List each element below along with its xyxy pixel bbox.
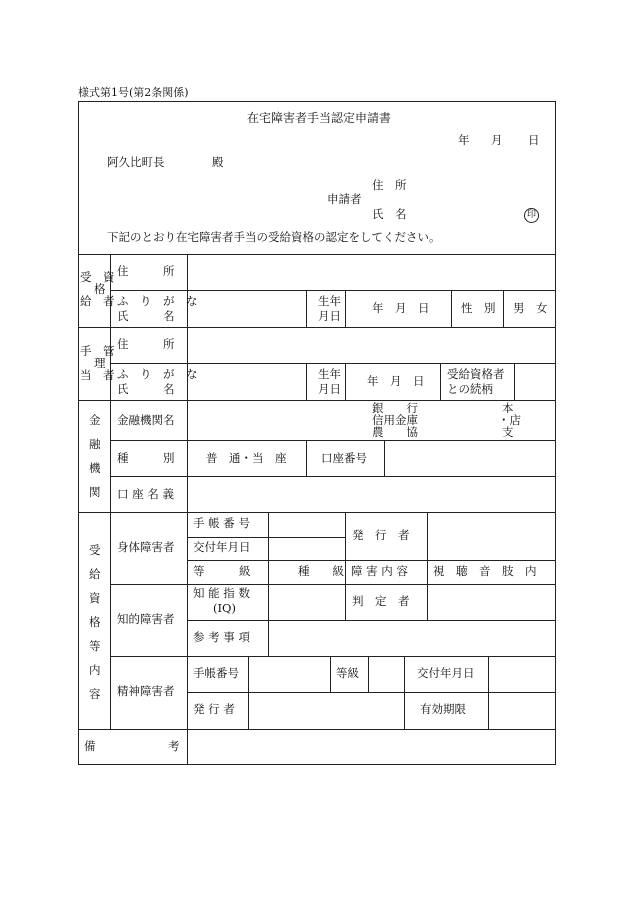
mental-handbook-no-label: 手帳番号: [193, 666, 239, 680]
mental-grade-label: 等級: [336, 666, 359, 680]
application-form: [78, 101, 556, 765]
guardian-birth-label-1: 生年: [318, 367, 341, 381]
intro-text: 下記のとおり在宅障害者手当の受給資格の認定をしてください。: [107, 230, 441, 244]
bank-type-1: 銀 行: [372, 401, 418, 415]
guardian-section-label-3: 当 者: [80, 368, 115, 382]
recipient-furigana-label: ふ り が な: [117, 294, 198, 308]
guardian-section-label-1: 手 管: [80, 344, 115, 358]
recipient-sex-options: 男 女: [513, 301, 548, 315]
guardian-relation-label-2: との続柄: [447, 382, 493, 396]
recipient-birth-label-2: 月日: [318, 309, 341, 323]
mental-issue-date-label: 交付年月日: [417, 666, 475, 680]
mental-issuer-label: 発 行 者: [193, 702, 235, 716]
date-day: 日: [528, 133, 540, 147]
physical-disability-label: 身体障害者: [117, 540, 175, 554]
recipient-birth-label-1: 生年: [318, 294, 341, 308]
account-type-value: 普 通・当 座: [206, 451, 287, 465]
qualification-char-3: 資: [89, 591, 101, 605]
judge-label: 判 定 者: [352, 594, 410, 608]
remarks-label-2: 考: [168, 739, 180, 753]
bank-type-3: 農 協: [372, 425, 418, 439]
qualification-char-5: 等: [89, 639, 101, 653]
physical-grade-label: 等 級: [193, 564, 251, 578]
physical-issuer-label: 発 行 者: [352, 528, 410, 542]
disability-types: 視 聴 音 肢 内: [433, 564, 537, 578]
seal-mark: 印: [524, 208, 539, 223]
finance-section-char-4: 関: [89, 485, 101, 499]
iq-label-1: 知 能 指 数: [193, 586, 250, 600]
mental-disability-label: 精神障害者: [117, 684, 175, 698]
date-year: 年: [458, 133, 470, 147]
guardian-birth-label-2: 月日: [318, 382, 341, 396]
account-number-label: 口座番号: [321, 451, 367, 465]
guardian-name-label: 氏 名: [117, 382, 175, 396]
recipient-section-label-3: 給 者: [80, 294, 115, 308]
date-month: 月: [491, 133, 503, 147]
branch-type-1: 本: [502, 401, 514, 415]
finance-section-char-1: 金: [89, 413, 101, 427]
qualification-char-2: 給: [89, 567, 101, 581]
mental-expiry-label: 有効期限: [420, 702, 466, 716]
bank-type-2: 信用金庫: [372, 413, 418, 427]
addressee-name: 阿久比町長: [107, 155, 165, 169]
bank-name-label: 金融機関名: [117, 413, 175, 427]
form-number: 様式第1号(第2条関係): [78, 86, 189, 99]
reference-label: 参 考 事 項: [193, 630, 250, 644]
applicant-name-label: 氏 名: [372, 207, 407, 221]
applicant-label: 申請者: [327, 192, 362, 206]
iq-label-2: (IQ): [213, 601, 236, 615]
guardian-furigana-label: ふ り が な: [117, 367, 198, 381]
physical-issue-date-label: 交付年月日: [193, 540, 251, 554]
form-title: 在宅障害者手当認定申請書: [247, 111, 392, 125]
qualification-char-7: 容: [89, 687, 101, 701]
recipient-birth-date: 年 月 日: [372, 301, 430, 315]
finance-section-char-2: 融: [89, 437, 101, 451]
qualification-char-6: 内: [89, 663, 101, 677]
qualification-char-4: 格: [89, 615, 101, 629]
recipient-section-label-1: 受 資: [80, 270, 115, 284]
addressee-honorific: 殿: [212, 155, 224, 169]
intellectual-disability-label: 知的障害者: [117, 612, 175, 626]
finance-section-char-3: 機: [89, 461, 101, 475]
disability-content-label: 障 害 内 容: [351, 564, 408, 578]
recipient-name-label: 氏 名: [117, 309, 175, 323]
guardian-section-label-2: 理: [94, 356, 106, 370]
guardian-address-label: 住 所: [117, 337, 175, 351]
recipient-sex-label: 性 別: [461, 301, 496, 315]
guardian-birth-date: 年 月 日: [367, 374, 425, 388]
recipient-address-label: 住 所: [117, 264, 175, 278]
branch-type-3: 支: [502, 425, 514, 439]
branch-type-2: ・店: [498, 413, 521, 427]
qualification-char-1: 受: [89, 543, 101, 557]
account-type-label: 種 別: [117, 451, 175, 465]
recipient-section-label-2: 格: [94, 282, 106, 296]
physical-grade-value: 種 級: [298, 564, 344, 578]
account-name-label: 口 座 名 義: [117, 487, 174, 501]
applicant-address-label: 住 所: [372, 178, 407, 192]
remarks-label-1: 備: [84, 739, 96, 753]
guardian-relation-label-1: 受給資格者: [447, 367, 505, 381]
physical-handbook-no-label: 手 帳 番 号: [193, 516, 250, 530]
